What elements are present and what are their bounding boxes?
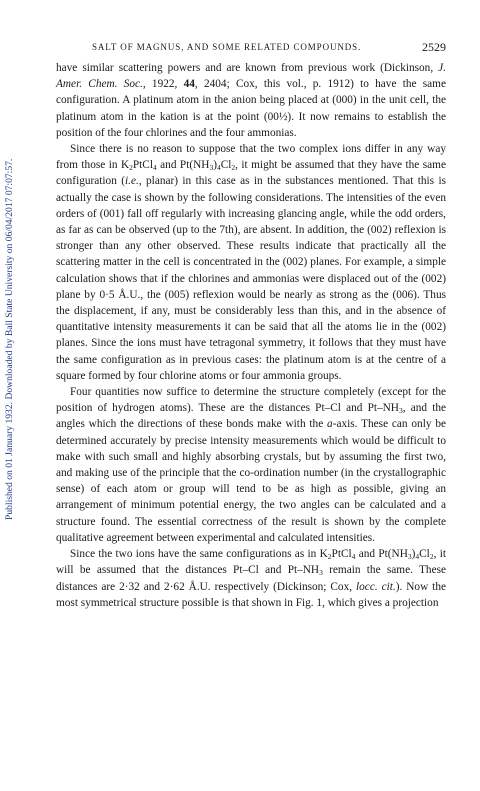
download-note: Published on 01 January 1932. Downloaded by Ball State University on 06/04/2017 07:07:57.: [4, 158, 15, 520]
paragraph-3: Four quantities now suffice to determine the structure completely (except for the position of hydrogen atoms). These are the distances Pt–Cl and $Pt-NH_3$, and the angles which the directions of these bonds make with the a-axis. These can only be determined accurately by precise intensity measurements which would be difficult to make with such small and highly absorbing crystals, but by assuming the first two, and making use of the principle that the co-ordination number (in the crystallographic sense) of each atom or group will tend to be as high as possible, giving an arrangement of minimum potential energy, the two angles can be calculated and a structure found. The essential correctness of the result is shown by the complete qualitative agreement between experimental and calculated intensities.: [56, 386, 446, 544]
download-watermark: [4, 80, 20, 520]
paragraph-1: have similar scattering powers and are known from previous work (Dickinson, J. Amer. Chem. Soc., 1922, 44, 2404; Cox, this vol., p. 1912) to have the same configuration. A platinum atom in the anion being placed at (000) in the unit cell, the platinum atom in the kation is at the point (00½). It now remains to establish the position of the four chlorines and the four ammonias.: [56, 62, 446, 139]
paragraph-2: Since there is no reason to suppose that the two complex ions differ in any way from those in $K_2PtCl_4$ and $Pt(NH_3)_4Cl_2$, it might be assumed that they have the same configuration (i.e., planar) in this case as in the substances mentioned. That this is actually the case is shown by the following considerations. The intensities of the even orders of (001) fall off regularly with increasing glancing angle, while the odd orders, as far as can be observed (up to the 7th), are absent. In addition, the (002) reflexion is stronger than any other observed. These results indicate that practically all the scattering matter in the cell is concentrated in the (002) planes. For example, a simple calculation shows that if the chlorines and ammonias were displaced out of the (002) plane by 0·5 Å.U., the (005) reflexion would be nearly as strong as the (006). Thus the displacement, if any, must be considerably less than this, and in the absence of quantitative intensity measurements it can be said that all the atoms lie in the (002) planes. Since the ions must have tetragonal symmetry, it follows that they must have the same configuration as in previous cases: the platinum atom is at the centre of a square formed by four chlorine atoms or four ammonia groups.: [56, 143, 446, 382]
page-number: 2529: [422, 40, 446, 54]
running-title: SALT OF MAGNUS, AND SOME RELATED COMPOUNDS.: [92, 42, 362, 52]
running-header: [56, 40, 446, 54]
article-body: [56, 60, 446, 611]
paragraph-4: Since the two ions have the same configurations as in $K_2PtCl_4$ and $Pt(NH_3)_4Cl_2$, it will be assumed that the distances Pt–Cl and $Pt-NH_3$ remain the same. These distances are 2·32 and 2·62 Å.U. respectively (Dickinson; Cox, locc. cit.). Now the most symmetrical structure possible is that shown in Fig. 1, which gives a projection: [56, 548, 446, 609]
